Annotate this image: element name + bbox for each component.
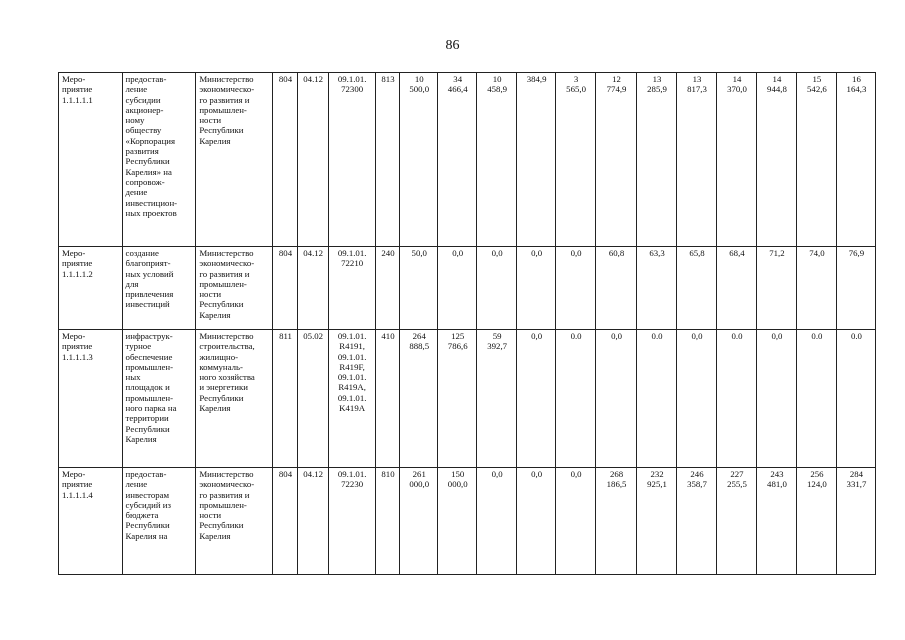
cell-text: 810 (381, 469, 395, 479)
cell-text: 0,0 (611, 331, 623, 341)
cell-text: Министерство экономическо- го развития и промышлен- ности Республики Карелия (199, 469, 255, 541)
cell-value-8 (677, 468, 717, 575)
cell-expense-type (375, 330, 400, 468)
cell-value-9 (717, 247, 757, 330)
cell-text: 227 255,5 (727, 469, 747, 490)
cell-event-id (59, 73, 123, 247)
table-row (59, 468, 876, 575)
cell-value-10 (756, 247, 796, 330)
cell-text: 10 500,0 (409, 74, 430, 95)
cell-text: 04.12 (303, 469, 324, 479)
cell-text: 0.0 (731, 331, 743, 341)
cell-text: создание благоприят- ных условий для привлечения инвестиций (125, 248, 174, 310)
cell-value-2 (438, 330, 477, 468)
table-row (59, 330, 876, 468)
cell-value-8 (677, 247, 717, 330)
cell-text: 34 466,4 (447, 74, 468, 95)
cell-value-12 (836, 247, 875, 330)
cell-text: 240 (381, 248, 395, 258)
cell-value-7 (637, 73, 677, 247)
cell-text: 09.1.01. 72300 (337, 74, 367, 95)
cell-text: 50,0 (411, 248, 427, 258)
cell-value-1 (400, 468, 438, 575)
cell-text: 63,3 (649, 248, 665, 258)
cell-section-code (297, 247, 328, 330)
cell-text: Меро- приятие 1.1.1.1.3 (62, 331, 93, 362)
cell-value-5 (556, 73, 596, 247)
cell-text: 76,9 (848, 248, 865, 258)
cell-text: 246 358,7 (687, 469, 707, 490)
cell-value-10 (756, 330, 796, 468)
cell-value-12 (836, 330, 875, 468)
cell-value-4 (517, 468, 556, 575)
cell-text: 0,0 (531, 331, 543, 341)
cell-value-7 (637, 330, 677, 468)
cell-value-11 (796, 247, 836, 330)
cell-text: 410 (381, 331, 395, 341)
cell-text: 09.1.01. R4191, 09.1.01. R419F, 09.1.01. R419A, 09.1.01. K419A (337, 331, 367, 414)
cell-text: 12 774,9 (606, 74, 627, 95)
cell-grbs-code (273, 468, 298, 575)
cell-value-5 (556, 330, 596, 468)
cell-grbs-code (273, 330, 298, 468)
cell-value-2 (438, 247, 477, 330)
cell-text: 0,0 (691, 331, 703, 341)
cell-value-11 (796, 330, 836, 468)
cell-section-code (297, 330, 328, 468)
cell-text: 16 164,3 (846, 74, 867, 95)
cell-event-description (122, 247, 196, 330)
page-number: 86 (445, 38, 460, 53)
cell-text: 256 124,0 (807, 469, 827, 490)
cell-responsible-ministry (196, 247, 273, 330)
cell-text: 268 186,5 (606, 469, 627, 490)
cell-text: 71,2 (769, 248, 785, 258)
cell-value-7 (637, 247, 677, 330)
cell-expense-type (375, 247, 400, 330)
cell-text: 0,0 (452, 248, 464, 258)
budget-table (58, 72, 876, 575)
cell-text: Меро- приятие 1.1.1.1.4 (62, 469, 93, 500)
cell-text: Министерство строительства, жилищно- коммуналь- ного хозяйства и энергетики Республики Карелия (199, 331, 255, 414)
cell-value-7 (637, 468, 677, 575)
cell-text: 59 392,7 (487, 331, 508, 352)
cell-text: 284 331,7 (846, 469, 867, 490)
cell-text: 13 817,3 (687, 74, 707, 95)
cell-target-article (328, 330, 375, 468)
cell-text: 0,0 (531, 248, 543, 258)
cell-text: 14 370,0 (727, 74, 747, 95)
cell-value-9 (717, 468, 757, 575)
cell-text: инфраструк- турное обеспечение промышлен- ных площадок и промышлен- ного парка на территории Республики Карелия (125, 331, 177, 444)
cell-text: 3 565,0 (566, 74, 586, 95)
cell-grbs-code (273, 73, 298, 247)
cell-text: 0,0 (491, 248, 503, 258)
cell-event-id (59, 468, 123, 575)
cell-text: 0,0 (570, 469, 582, 479)
cell-text: 811 (279, 331, 292, 341)
cell-text: 04.12 (303, 248, 324, 258)
cell-text: 68,4 (729, 248, 745, 258)
cell-text: 65,8 (689, 248, 705, 258)
cell-value-9 (717, 73, 757, 247)
cell-text: Министерство экономическо- го развития и промышлен- ности Республики Карелия (199, 74, 255, 146)
cell-text: 125 786,6 (447, 331, 468, 352)
cell-event-id (59, 330, 123, 468)
cell-value-6 (596, 73, 637, 247)
cell-responsible-ministry (196, 468, 273, 575)
cell-event-description (122, 330, 196, 468)
cell-value-12 (836, 468, 875, 575)
cell-target-article (328, 247, 375, 330)
cell-value-11 (796, 73, 836, 247)
cell-value-4 (517, 73, 556, 247)
cell-text: 150 000,0 (447, 469, 468, 490)
cell-value-6 (596, 247, 637, 330)
cell-text: 0.0 (570, 331, 582, 341)
cell-value-3 (477, 330, 517, 468)
cell-section-code (297, 468, 328, 575)
table-row (59, 73, 876, 247)
cell-text: 813 (381, 74, 395, 84)
cell-value-12 (836, 73, 875, 247)
cell-text: 15 542,6 (807, 74, 827, 95)
cell-text: 0,0 (531, 469, 543, 479)
cell-text: 804 (278, 248, 293, 258)
cell-value-2 (438, 73, 477, 247)
cell-value-11 (796, 468, 836, 575)
cell-value-8 (677, 330, 717, 468)
cell-value-4 (517, 330, 556, 468)
cell-value-2 (438, 468, 477, 575)
table-row (59, 247, 876, 330)
cell-value-3 (477, 468, 517, 575)
cell-value-10 (756, 468, 796, 575)
cell-text: Меро- приятие 1.1.1.1.1 (62, 74, 93, 105)
cell-responsible-ministry (196, 330, 273, 468)
cell-value-5 (556, 468, 596, 575)
cell-responsible-ministry (196, 73, 273, 247)
cell-value-9 (717, 330, 757, 468)
cell-text: 243 481,0 (767, 469, 787, 490)
cell-value-1 (400, 247, 438, 330)
cell-event-description (122, 468, 196, 575)
cell-grbs-code (273, 247, 298, 330)
cell-text: 04.12 (303, 74, 324, 84)
cell-expense-type (375, 73, 400, 247)
cell-text: Министерство экономическо- го развития и промышлен- ности Республики Карелия (199, 248, 255, 320)
cell-value-1 (400, 73, 438, 247)
cell-text: 09.1.01. 72210 (337, 248, 367, 269)
cell-value-3 (477, 247, 517, 330)
cell-text: 0.0 (651, 331, 663, 341)
cell-text: 05.02 (303, 331, 324, 341)
cell-text: 0,0 (491, 469, 503, 479)
cell-text: 0.0 (811, 331, 823, 341)
cell-text: 74,0 (809, 248, 825, 258)
cell-text: 384,9 (526, 74, 547, 84)
cell-event-id (59, 247, 123, 330)
cell-text: 14 944,8 (767, 74, 787, 95)
cell-value-10 (756, 73, 796, 247)
cell-text: 0,0 (570, 248, 582, 258)
cell-expense-type (375, 468, 400, 575)
cell-text: 804 (278, 74, 293, 84)
cell-text: 13 285,9 (647, 74, 667, 95)
cell-event-description (122, 73, 196, 247)
cell-text: 60,8 (608, 248, 625, 258)
cell-text: 10 458,9 (487, 74, 508, 95)
cell-text: 09.1.01. 72230 (337, 469, 367, 490)
cell-target-article (328, 468, 375, 575)
cell-value-8 (677, 73, 717, 247)
cell-text: предостав- ление субсидии акционер- ному обществу «Корпорация развития Республики Карелия» на сопровож- дение инвестицион- ных проектов (125, 74, 178, 218)
cell-value-6 (596, 330, 637, 468)
cell-value-3 (477, 73, 517, 247)
cell-value-5 (556, 247, 596, 330)
cell-section-code (297, 73, 328, 247)
cell-value-6 (596, 468, 637, 575)
cell-value-1 (400, 330, 438, 468)
cell-text: 804 (278, 469, 293, 479)
cell-text: 264 888,5 (409, 331, 430, 352)
cell-text: предостав- ление инвесторам субсидий из бюджета Республики Карелия на (125, 469, 171, 541)
cell-text: 261 000,0 (409, 469, 430, 490)
cell-text: 0,0 (771, 331, 783, 341)
cell-value-4 (517, 247, 556, 330)
cell-text: 0.0 (850, 331, 862, 341)
cell-target-article (328, 73, 375, 247)
cell-text: 232 925,1 (647, 469, 667, 490)
cell-text: Меро- приятие 1.1.1.1.2 (62, 248, 93, 279)
